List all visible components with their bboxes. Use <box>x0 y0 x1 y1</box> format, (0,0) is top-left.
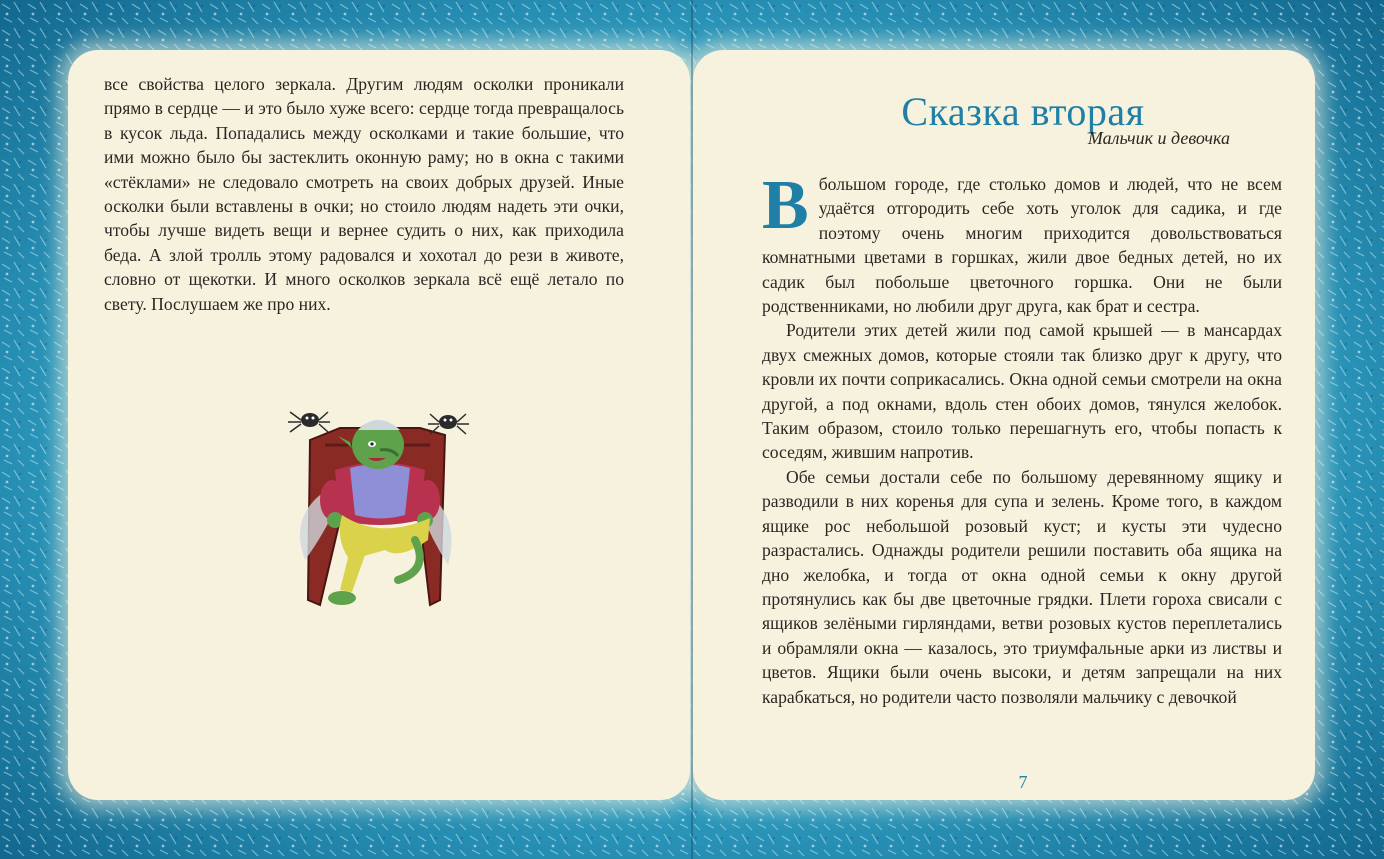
paragraph: Обе семьи достали себе по большому деревянному ящику и разводили в них коренья для супа и зелень. Кроме того, в каждом ящике рос небольшой розовый куст; и кусты эти чудесно разрастались. Однажды родители решили поставить оба ящика на дно желобка, и тогда от окна одной семьи к окну другой протянулись как бы две цветочные грядки. Плети гороха свисали с ящиков зелёными гирляндами, ветви розовых кустов переплетались и обрамляли окна — казалось, это триумфальные арки из листвы и цветов. Ящики были очень высоки, и детям запрещали на них карабкаться, но родители часто позволяли мальчику с девочкой <box>762 466 1282 707</box>
chapter-title: Сказка вторая <box>901 89 1145 134</box>
chapter-subtitle: Мальчик и девочка <box>1087 128 1230 148</box>
troll-on-chair-illustration <box>280 400 480 612</box>
first-paragraph <box>762 167 1282 318</box>
paragraph: Родители этих детей жили под самой крышей — в мансардах двух смежных домов, которые стояли так близко друг к другу, что кровли их почти соприкасались. Окна одной семьи смотрели на окна другой, а под окнами, вдоль стен обоих домов, тянулся желобок. Таким образом, стоило только перешагнуть его, чтобы попасть к соседям, жившим напротив. <box>762 320 1282 463</box>
page-number: 7 <box>1018 772 1028 792</box>
left-page-text <box>104 72 624 316</box>
right-page-text <box>762 167 1282 709</box>
spider-icon <box>428 414 469 434</box>
spider-icon <box>288 412 330 432</box>
dropcap: В <box>762 167 809 244</box>
left-paragraph: все свойства целого зеркала. Другим людям осколки проникали прямо в сердце — и это было хуже всего: сердце тогда превращалось в кусок льда. Попадались между осколками и такие большие, что ими можно было бы застеклить оконную раму; но в окна с такими «стёклами» не следовало смотреть на своих добрых друзей. Иные осколки были вставлены в очки; но стоило людям надеть эти очки, чтобы лучше видеть вещи и вернее судить о них, как приходила беда. А злой тролль этому радовался и хохотал до рези в животе, словно от щекотки. И много осколков зеркала всё ещё летало по свету. Послушаем же про них. <box>104 74 624 314</box>
first-paragraph-text: большом городе, где столько домов и людей, что не всем удаётся отгородить себе хоть уголок для садика, и где поэтому очень многим приходится довольствоваться комнатными цветами в горшках, жили двое бедных детей, но их садик был побольше цветочного горшка. Они не были родственниками, но любили друг друга, как брат и сестра. <box>762 174 1282 317</box>
